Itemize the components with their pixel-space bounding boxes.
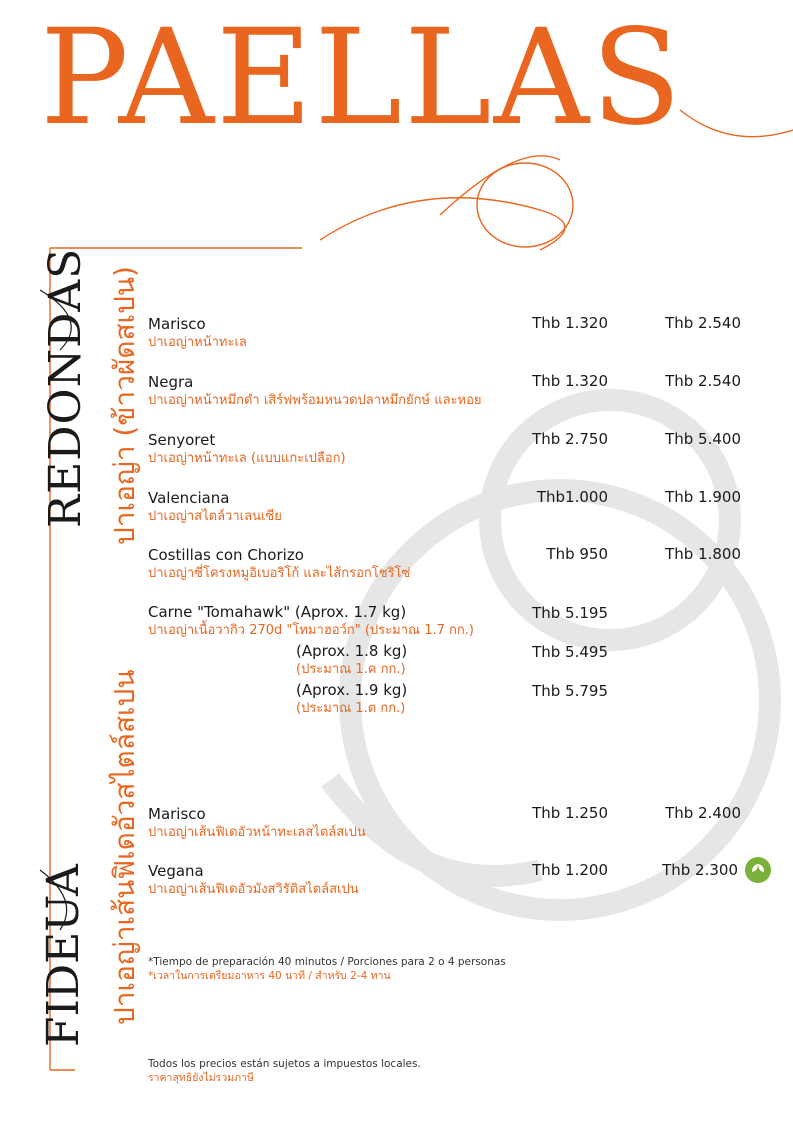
item-price-small: Thb1.000 [536, 488, 608, 506]
size-option [296, 641, 407, 679]
preparation-note [148, 955, 506, 983]
item-thai: ปาเอญ่าซี่โครงหมูอิเบอริโก้ และไส้กรอกโชริโซ่ [148, 566, 411, 581]
item-thai: ปาเอญ่าหน้าทะเล (แบบแกะเปลือก) [148, 451, 346, 466]
option-thai: (ประมาณ 1.ค กก.) [296, 662, 406, 677]
tax-note [148, 1057, 421, 1085]
option-price: Thb 5.495 [532, 643, 608, 661]
prep-note-es: *Tiempo de preparación 40 minutos / Porciones para 2 o 4 personas [148, 956, 506, 968]
item-price-large: Thb 1.800 [665, 545, 741, 563]
tax-note-th: ราคาสุทธิยังไม่รวมภาษี [148, 1072, 254, 1084]
item-name: Negra [148, 373, 194, 391]
item-name: Marisco [148, 315, 206, 333]
option-name: (Aprox. 1.8 kg) [296, 642, 408, 660]
item-price-large: Thb 2.540 [665, 314, 741, 332]
menu-item [148, 861, 359, 899]
item-price-large: Thb 5.400 [665, 430, 741, 448]
item-price-large: Thb 2.300 [662, 861, 738, 879]
item-name: Carne "Tomahawk" (Aprox. 1.7 kg) [148, 603, 407, 621]
page-title: PAELLAS [40, 1, 684, 155]
item-price: Thb 5.195 [532, 604, 608, 622]
section-label-redondas: REDONDAS [40, 247, 91, 528]
section-label-fideua-thai: ปาเอญ่าเส้นฟิเดอัวสไตล์สเปน [108, 669, 141, 1025]
item-thai: ปาเอญ่าเส้นฟิเดอัวมังสวิรัติสไตล์สเปน [148, 882, 359, 897]
option-thai: (ประมาณ 1.ต กก.) [296, 701, 406, 716]
item-price-small: Thb 2.750 [532, 430, 608, 448]
item-thai: ปาเอญ่าเนื้อวากิว 270d "โทมาฮอว์ก" (ประมาณ 1.7 กก.) [148, 623, 474, 638]
option-price: Thb 5.795 [532, 682, 608, 700]
item-price-small: Thb 950 [546, 545, 608, 563]
item-price-small: Thb 1.320 [532, 372, 608, 390]
section-label-redondas-thai: ปาเอญ่า (ข้าวผัดสเปน) [108, 266, 141, 545]
item-thai: ปาเอญ่าหน้าหมึกดำ เสิร์ฟพร้อมหนวดปลาหมึกยักษ์ และหอย [148, 393, 482, 408]
item-price-small: Thb 1.320 [532, 314, 608, 332]
menu-item [148, 488, 282, 526]
item-name: Valenciana [148, 489, 230, 507]
item-name: Senyoret [148, 431, 216, 449]
item-price-small: Thb 1.250 [532, 804, 608, 822]
menu-item [148, 430, 346, 468]
menu-item [148, 372, 482, 410]
item-price-large: Thb 2.540 [665, 372, 741, 390]
item-thai: ปาเอญ่าหน้าทะเล [148, 335, 247, 350]
menu-item [148, 804, 366, 842]
item-name: Costillas con Chorizo [148, 546, 304, 564]
menu-item [148, 545, 410, 583]
menu-item [148, 314, 247, 352]
tax-note-es: Todos los precios están sujetos a impuestos locales. [148, 1058, 421, 1070]
item-thai: ปาเอญ่าเส้นฟิเดอัวหน้าทะเลสไตล์สเปน [148, 825, 366, 840]
menu-item-tomahawk [148, 602, 474, 640]
item-price-large: Thb 2.400 [665, 804, 741, 822]
option-name: (Aprox. 1.9 kg) [296, 681, 408, 699]
section-label-fideua: FIDEUA [38, 864, 89, 1047]
vegan-leaf-icon [745, 857, 771, 883]
item-price-small: Thb 1.200 [532, 861, 608, 879]
item-price-large: Thb 1.900 [665, 488, 741, 506]
size-option [296, 680, 407, 718]
prep-note-th: *เวลาในการเตรียมอาหาร 40 นาที / สำหรับ 2-4 ทาน [148, 970, 391, 982]
item-name: Vegana [148, 862, 204, 880]
item-thai: ปาเอญ่าสไตล์วาเลนเซีย [148, 509, 282, 524]
item-name: Marisco [148, 805, 206, 823]
